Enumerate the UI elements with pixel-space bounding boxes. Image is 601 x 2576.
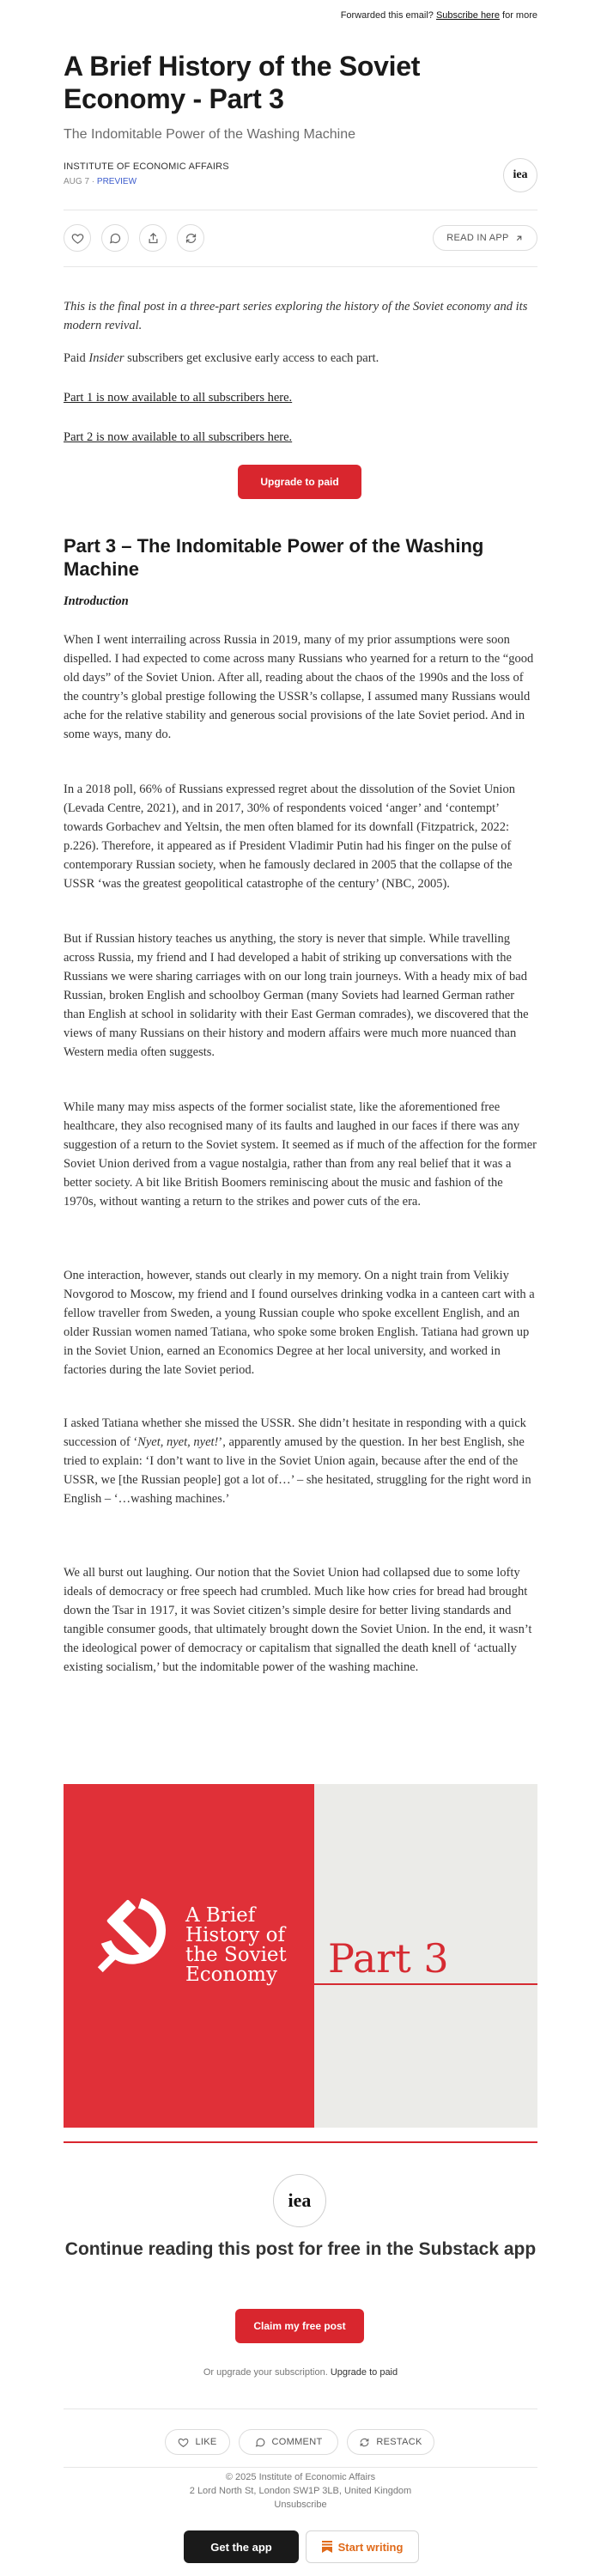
- subscribe-link[interactable]: Subscribe here: [435, 10, 500, 21]
- paid-note-insider: Insider: [88, 351, 124, 365]
- paywall-heading: Continue reading this post for free in the Substack app: [64, 2239, 537, 2259]
- footer-comment-label: COMMENT: [271, 2437, 323, 2447]
- divider: [64, 266, 537, 267]
- upgrade-note-text: Or upgrade your subscription.: [203, 2367, 328, 2378]
- heart-icon: [71, 232, 84, 245]
- paragraph-6-quote: Nyet, nyet, nyet!: [137, 1435, 219, 1449]
- comment-icon: [109, 232, 122, 245]
- paid-note-post: subscribers get exclusive early access to each part.: [124, 351, 379, 365]
- comment-icon: [255, 2437, 266, 2448]
- paywall-divider: [64, 2141, 537, 2143]
- restack-icon: [359, 2437, 370, 2448]
- banner-title-line: Economy: [185, 1964, 277, 1986]
- footer-comment-button[interactable]: [239, 2429, 338, 2455]
- post-title: A Brief History of the Soviet Economy - Part 3: [64, 51, 421, 114]
- upgrade-note: [64, 2367, 537, 2378]
- substack-icon: [322, 2541, 332, 2553]
- post-date: AUG 7: [64, 177, 90, 186]
- banner-part-label: Part 3: [328, 1935, 449, 1982]
- publication-avatar[interactable]: iea: [503, 158, 537, 192]
- heart-icon: [178, 2437, 189, 2448]
- paragraph-6-post: ’, apparently amused by the question. In her best English, she tried to explain: ‘I don’t want to live in the Soviet Union again, because after the end of the USSR, we [the Russian people] got a lot of…’ – she hesitated, struggling for the right word in English – ‘…washing machines.’: [64, 1435, 531, 1506]
- publication-name[interactable]: INSTITUTE OF ECONOMIC AFFAIRS: [64, 161, 229, 172]
- publication-logo[interactable]: iea: [273, 2174, 326, 2227]
- part1-link[interactable]: Part 1 is now available to all subscribers here.: [64, 391, 293, 405]
- for-more-text: for more: [502, 10, 537, 21]
- paragraph-3: But if Russian history teaches us anything, the story is never that simple. While travelling across Russia, my friend and I had developed a habit of striking up conversations with the Russians we were sharing carriages with on our long train journeys. With a heady mix of bad Russian, broken English and schoolboy German (many Soviets had learned German rather than English at school in solidarity with their East German comrades), we discovered that the views of many Russians on their history and modern affairs were much more nuanced than Western media often suggests.: [64, 932, 529, 1059]
- footer-restack-button[interactable]: [347, 2429, 434, 2455]
- banner-title-line: A Brief: [185, 1904, 256, 1927]
- restack-button[interactable]: [177, 224, 204, 252]
- paragraph-1: When I went interrailing across Russia in 2019, many of my prior assumptions were soon dispelled. I had expected to come across many Russians who yearned for a return to the “good old days” of the Soviet Union. After all, reading about the chaos of the 1990s and the loss of the country’s global prestige following the USSR’s collapse, I assumed many Russians would ache for the relative stability and generous social provisions of the late Soviet period. And in some ways, many do.: [64, 633, 534, 741]
- unsubscribe-link[interactable]: Unsubscribe: [274, 2500, 327, 2510]
- share-icon: [147, 232, 160, 245]
- share-button[interactable]: [139, 224, 167, 252]
- start-writing-label: Start writing: [337, 2540, 404, 2554]
- footer-like-button[interactable]: [165, 2429, 230, 2455]
- start-writing-button[interactable]: [306, 2530, 419, 2563]
- paragraph-7: We all burst out laughing. Our notion that the Soviet Union had collapsed due to some lofty ideals of democracy or free speech had crumbled. Much like how cries for bread had brought down the Tsar in 1917, it was Soviet citizen’s simple desire for better living standards and tangible consumer goods, that ultimately brought down the Soviet Union. In the end, it wasn’t the ideological power of democracy or capitalism that signalled the death knell of ‘actually existing socialism,’ but the indomitable power of the washing machine.: [64, 1566, 532, 1674]
- restack-icon: [185, 232, 197, 245]
- paragraph-4: While many may miss aspects of the former socialist state, like the aforementioned free healthcare, they also recognised many of its faults and laughed in our faces if there was any suggestion of a return to the Soviet system. It seemed as if much of the affection for the former Soviet Union derived from a vague nostalgia, rather than from any real belief that it was a better society. A bit like British Boomers reminiscing about the music and fashion of the 1970s, without wanting a return to the strikes and power cuts of the era.: [64, 1100, 537, 1209]
- upgrade-link[interactable]: Upgrade to paid: [330, 2367, 398, 2378]
- post-subtitle: The Indomitable Power of the Washing Machine: [64, 127, 356, 142]
- read-in-app-label: READ IN APP: [446, 233, 509, 243]
- post-meta: [64, 177, 537, 186]
- series-note: This is the final post in a three-part series exploring the history of the Soviet economy and its modern revival.: [64, 300, 528, 332]
- intro-heading: Introduction: [64, 594, 129, 608]
- paragraph-5: One interaction, however, stands out clearly in my memory. On a night train from Velikiy Novgorod to Moscow, my friend and I found ourselves drinking vodka in a canteen cart with a fellow traveller from Sweden, a young Russian couple who spoke excellent English, and an older Russian women named Tatiana, who spoke some broken English. Tatiana had grown up in the Soviet Union, earned an Economics Degree at her local university, and worked in factories during the late Soviet period.: [64, 1269, 535, 1377]
- banner-title-line: History of: [185, 1924, 285, 1946]
- footer-like-label: LIKE: [195, 2437, 217, 2447]
- comment-button[interactable]: [101, 224, 129, 252]
- meta-separator: ·: [89, 177, 97, 186]
- address: 2 Lord North St, London SW1P 3LB, United Kingdom: [189, 2486, 412, 2496]
- claim-free-post-button[interactable]: Claim my free post: [235, 2309, 364, 2343]
- read-in-app-button[interactable]: [433, 225, 537, 251]
- banner-title: [185, 1906, 314, 1985]
- banner-title-line: the Soviet: [185, 1944, 287, 1966]
- like-button[interactable]: [64, 224, 91, 252]
- hammer-and-sickle-icon: [89, 1891, 173, 1976]
- paragraph-6: [64, 1414, 537, 1508]
- section-heading: Part 3 – The Indomitable Power of the Washing Machine: [64, 535, 484, 580]
- access-badge: PREVIEW: [96, 177, 137, 186]
- paid-note-pre: Paid: [64, 351, 89, 365]
- part2-link[interactable]: Part 2 is now available to all subscribers here.: [64, 430, 293, 444]
- paragraph-2: In a 2018 poll, 66% of Russians expressed regret about the dissolution of the Soviet Union (Levada Centre, 2021), and in 2017, 30% of respondents voiced ‘anger’ and ‘contempt’ towards Gorbachev and Yeltsin, the men often blamed for its downfall (Fitzpatrick, 2022: p.226). Therefore, it appeared as if President Vladimir Putin had his finger on the pulse of contemporary Russian society, when he famously declared in 2005 that the collapse of the USSR ‘was the greatest geopolitical catastrophe of the century’ (NBC, 2005).: [64, 783, 515, 891]
- forwarded-notice: [341, 10, 537, 21]
- paragraph-6-pre: I asked Tatiana whether she missed the USSR. She didn’t hesitate in responding with a quick succession of ‘: [64, 1416, 526, 1449]
- forwarded-text: Forwarded this email?: [340, 10, 434, 21]
- banner-divider-line: [314, 1983, 537, 1985]
- footer-restack-label: RESTACK: [376, 2437, 422, 2447]
- get-the-app-button[interactable]: Get the app: [184, 2530, 299, 2563]
- series-banner-image[interactable]: [64, 1784, 537, 2128]
- divider: [64, 2467, 537, 2468]
- copyright: © 2025 Institute of Economic Affairs: [225, 2472, 376, 2482]
- paid-note: [64, 349, 537, 368]
- arrow-up-right-icon: [514, 234, 524, 243]
- upgrade-to-paid-button[interactable]: Upgrade to paid: [238, 465, 361, 499]
